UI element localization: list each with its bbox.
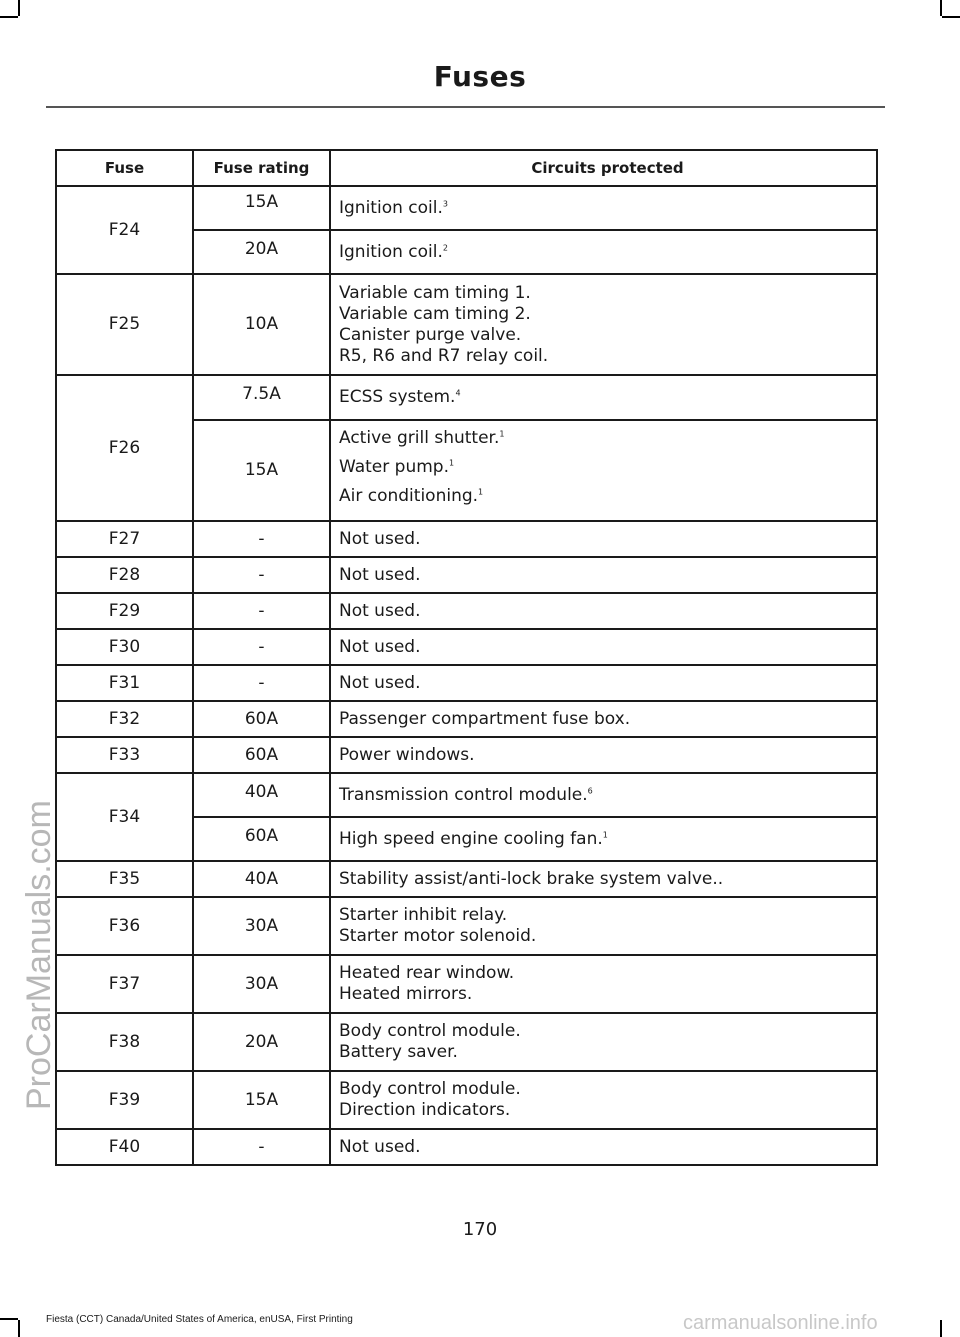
title-divider (46, 106, 885, 108)
fuse-id: F31 (56, 665, 193, 701)
fuse-id: F35 (56, 861, 193, 897)
circuits-cell: Not used. (330, 665, 877, 701)
fuse-id: F29 (56, 593, 193, 629)
circuit-line: Body control module. (339, 1021, 521, 1041)
fuse-rating: 15A (193, 1071, 330, 1129)
fuse-rating: 20A (193, 230, 330, 274)
circuits-cell: Not used. (330, 629, 877, 665)
table-header-row (56, 150, 877, 186)
fuse-rating: 30A (193, 955, 330, 1013)
side-watermark: ProCarManuals.com (20, 800, 58, 1110)
circuits-cell (330, 1013, 877, 1071)
crop-mark (18, 0, 20, 16)
fuse-id: F38 (56, 1013, 193, 1071)
table-row (56, 897, 877, 955)
table-row (56, 665, 877, 701)
circuit-line: Heated rear window. (339, 963, 515, 983)
table-row (56, 593, 877, 629)
circuits-cell (330, 955, 877, 1013)
circuit-line: Variable cam timing 1. (339, 282, 531, 303)
circuit-line: Heated mirrors. (339, 984, 473, 1004)
circuits-cell: Power windows. (330, 737, 877, 773)
table-row (56, 186, 877, 230)
table-row (56, 701, 877, 737)
circuit-line: Variable cam timing 2. (339, 303, 531, 324)
table-row (56, 274, 877, 375)
circuit-line: Body control module. (339, 1079, 521, 1099)
circuit-line: High speed engine cooling fan.$^1$ (339, 828, 608, 849)
fuse-id: F33 (56, 737, 193, 773)
table-row (56, 861, 877, 897)
fuse-rating: 15A (193, 420, 330, 521)
circuits-cell (330, 186, 877, 230)
table-row (56, 1071, 877, 1129)
circuit-line: Ignition coil.$^2$ (339, 241, 448, 262)
table-row (56, 1129, 877, 1165)
fuse-rating: 7.5A (193, 375, 330, 420)
circuits-cell (330, 1071, 877, 1129)
fuse-rating: 30A (193, 897, 330, 955)
circuits-cell (330, 773, 877, 817)
circuit-line: Battery saver. (339, 1042, 458, 1062)
fuse-id: F40 (56, 1129, 193, 1165)
fuse-id: F24 (56, 186, 193, 274)
fuse-id: F36 (56, 897, 193, 955)
page-number: 170 (462, 1219, 498, 1240)
circuits-cell: Passenger compartment fuse box. (330, 701, 877, 737)
fuse-rating: 60A (193, 737, 330, 773)
fuse-id: F37 (56, 955, 193, 1013)
column-header-rating: Fuse rating (193, 150, 330, 186)
circuits-cell (330, 817, 877, 861)
circuit-line: ECSS system.$^4$ (339, 387, 461, 407)
column-header-fuse: Fuse (56, 150, 193, 186)
fuse-id: F27 (56, 521, 193, 557)
fuse-rating: 20A (193, 1013, 330, 1071)
table-row (56, 1013, 877, 1071)
fuse-id: F32 (56, 701, 193, 737)
fuse-rating: - (193, 1129, 330, 1165)
circuit-line: Active grill shutter.$^1$ (339, 428, 505, 448)
bottom-watermark: carmanualsonline.info (683, 1312, 878, 1334)
fuse-rating: - (193, 665, 330, 701)
fuse-id: F28 (56, 557, 193, 593)
circuit-line: R5, R6 and R7 relay coil. (339, 345, 549, 366)
fuse-id: F34 (56, 773, 193, 861)
fuse-rating: 40A (193, 773, 330, 817)
crop-mark (940, 1320, 942, 1337)
table-row (56, 557, 877, 593)
circuits-cell: Not used. (330, 557, 877, 593)
circuit-line: Starter inhibit relay. (339, 905, 508, 925)
fuse-id: F39 (56, 1071, 193, 1129)
crop-mark (18, 1320, 20, 1337)
table-row (56, 375, 877, 420)
fuse-rating: 10A (193, 274, 330, 375)
circuit-line: Starter motor solenoid. (339, 926, 537, 946)
fuse-id: F30 (56, 629, 193, 665)
circuits-cell (330, 420, 877, 521)
fuse-id: F26 (56, 375, 193, 521)
fuse-rating: - (193, 593, 330, 629)
circuits-cell (330, 375, 877, 420)
circuit-line: Air conditioning.$^1$ (339, 486, 484, 506)
fuse-table (55, 149, 878, 1166)
fuse-rating: 15A (193, 186, 330, 230)
crop-mark (940, 0, 942, 16)
circuits-cell: Not used. (330, 1129, 877, 1165)
table-row (56, 629, 877, 665)
circuits-cell (330, 230, 877, 274)
circuit-line: Transmission control module.$^6$ (339, 784, 593, 805)
circuits-cell (330, 274, 877, 375)
crop-mark (0, 16, 18, 18)
fuse-rating: 40A (193, 861, 330, 897)
fuse-id: F25 (56, 274, 193, 375)
circuits-cell: Not used. (330, 593, 877, 629)
table-row (56, 521, 877, 557)
table-row (56, 737, 877, 773)
table-row (56, 773, 877, 817)
column-header-circuits: Circuits protected (330, 150, 877, 186)
fuse-rating: 60A (193, 701, 330, 737)
circuit-line: Water pump.$^1$ (339, 457, 455, 477)
crop-mark (942, 16, 960, 18)
crop-mark (0, 1318, 18, 1320)
fuse-rating: - (193, 557, 330, 593)
circuit-line: Ignition coil.$^3$ (339, 197, 448, 218)
footer-text: Fiesta (CCT) Canada/United States of America, enUSA, First Printing (46, 1314, 353, 1325)
page-title: Fuses (433, 60, 527, 93)
table-row (56, 955, 877, 1013)
fuse-rating: - (193, 521, 330, 557)
circuits-cell (330, 897, 877, 955)
fuse-rating: 60A (193, 817, 330, 861)
circuits-cell: Not used. (330, 521, 877, 557)
circuits-cell: Stability assist/anti-lock brake system valve.. (330, 861, 877, 897)
circuit-line: Canister purge valve. (339, 324, 522, 345)
fuse-rating: - (193, 629, 330, 665)
circuit-line: Direction indicators. (339, 1100, 511, 1120)
